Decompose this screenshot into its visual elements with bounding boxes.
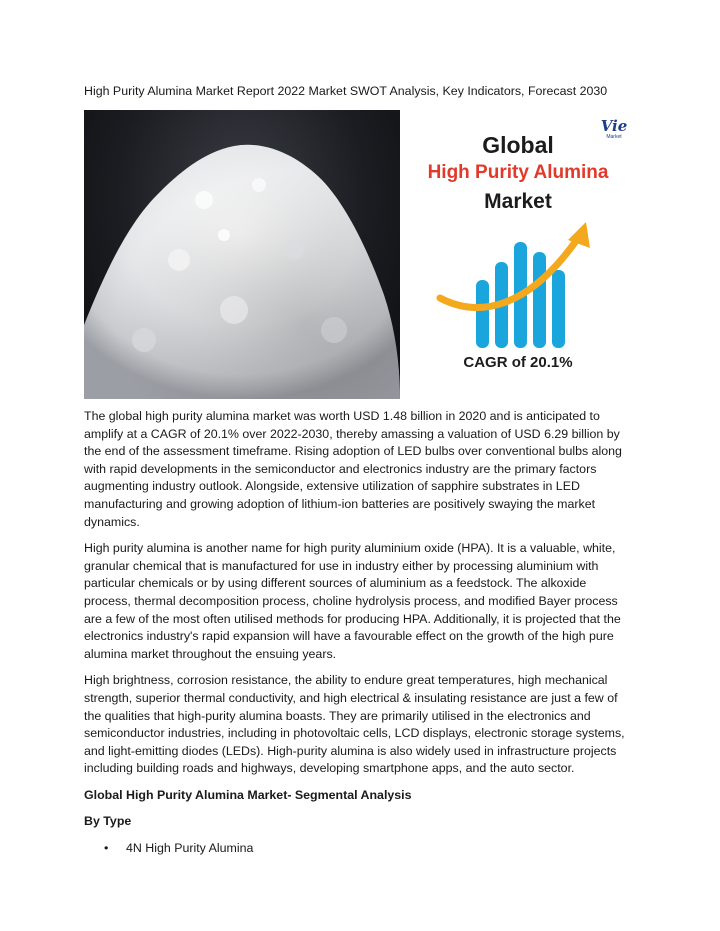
banner-heading-market: Market	[484, 190, 552, 213]
cagr-label: CAGR of 20.1%	[463, 354, 573, 371]
alumina-powder-photo	[84, 110, 400, 399]
paragraph-definition: High purity alumina is another name for high purity aluminium oxide (HPA). It is a valuable, white, granular chemical that is manufactured for use in industry either by processing aluminium with particular chemicals or by using different sources of aluminium as a feedstock. The alkoxide process, thermal decomposition process, choline hydrolysis process, and modified Bayer process are a few of the most often utilised methods for producing HPA. Additionally, it is projected that the electronics industry's rapid expansion will have a favourable effect on the growth of the high pure alumina market throughout the ensuing years.	[84, 541, 621, 661]
growth-bar	[476, 280, 489, 348]
report-body	[84, 408, 636, 858]
banner-heading-product: High Purity Alumina	[427, 162, 609, 183]
list-item-label: 4N High Purity Alumina	[126, 841, 254, 856]
powder-pile-illustration	[84, 110, 400, 399]
growth-bar	[533, 252, 546, 348]
growth-bar	[552, 270, 565, 348]
market-banner-image	[84, 110, 636, 399]
banner-info-panel	[400, 110, 636, 399]
bullet-icon: •	[104, 841, 109, 856]
paragraph-overview: The global high purity alumina market was worth USD 1.48 billion in 2020 and is anticipated to amplify at a CAGR of 20.1% over 2022-2030, thereby amassing a valuation of USD 6.29 billion by the end of the assessment timeframe. Rising adoption of LED bulbs over conventional bulbs along with rapid developments in the semiconductor and electronics industry are the primary factors augmenting industry outlook. Alongside, extensive utilization of sapphire substrates in LED manufacturing and growing adoption of lithium-ion batteries are positively swaying the market dynamics.	[84, 409, 622, 529]
type-list	[84, 840, 636, 858]
segmental-analysis-heading: Global High Purity Alumina Market- Segmental Analysis	[84, 787, 412, 802]
list-item	[84, 840, 636, 858]
banner-heading-global: Global	[482, 132, 554, 158]
by-type-heading: By Type	[84, 814, 132, 829]
logo-mark: Vie	[600, 117, 628, 135]
logo-subtext: Market	[606, 134, 622, 140]
growth-bars-arrow-icon	[428, 218, 608, 348]
paragraph-properties: High brightness, corrosion resistance, the ability to endure great temperatures, high mechanical strength, superior thermal conductivity, and high electrical & insulating resistance are just a few of the qualities that high-purity alumina boasts. They are primarily utilised in the electronics and semiconductor industries, including in photovoltaic cells, LCD displays, electronic storage systems, and light-emitting diodes (LEDs). High-purity alumina is also widely used in infrastructure projects including building roads and highways, developing smartphone apps, and the auto sector.	[84, 673, 625, 776]
document-title: High Purity Alumina Market Report 2022 Market SWOT Analysis, Key Indicators, Forecast 2030	[84, 84, 608, 98]
